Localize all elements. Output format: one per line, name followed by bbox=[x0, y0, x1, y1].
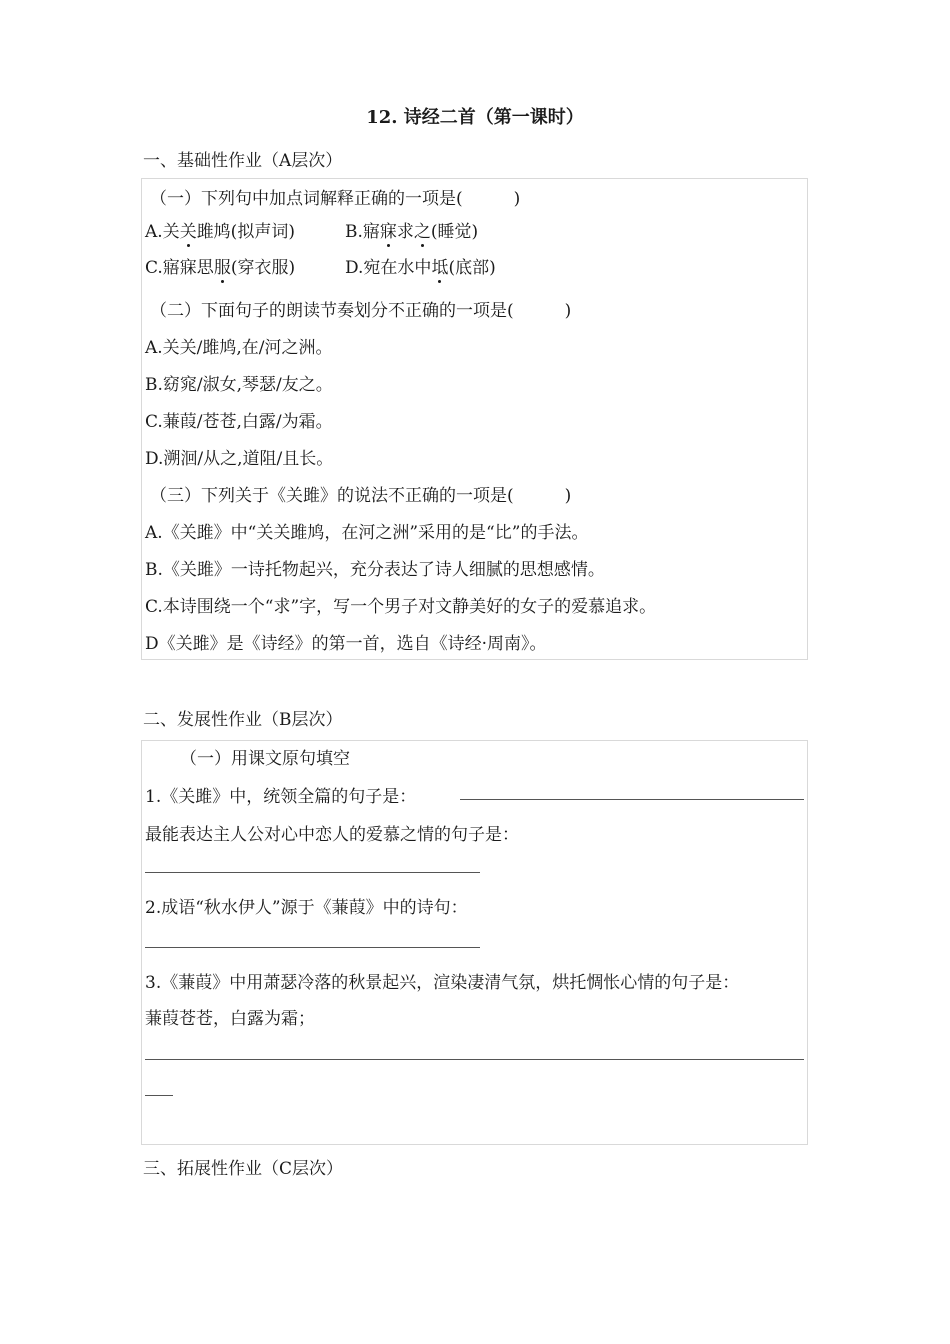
section-b-heading: 二、发展性作业（B层次） bbox=[143, 710, 343, 730]
question-2-option-c: C.蒹葭/苍苍,白露/为霜。 bbox=[145, 412, 333, 432]
section-c-heading: 三、拓展性作业（C层次） bbox=[143, 1159, 344, 1179]
option-b-prefix: B.寤 bbox=[345, 222, 380, 242]
dotted-char-guan: 关 bbox=[180, 217, 197, 242]
option-a-prefix: A.关 bbox=[145, 222, 180, 242]
answer-blank-2[interactable] bbox=[145, 947, 480, 948]
section-b-box bbox=[141, 740, 808, 1145]
dotted-char-chi: 坻 bbox=[431, 253, 448, 278]
question-3-option-b: B.《关雎》一诗托物起兴，充分表达了诗人细腻的思想感情。 bbox=[145, 560, 605, 580]
section-a-heading: 一、基础性作业（A层次） bbox=[143, 151, 343, 171]
question-3-prompt: （三）下列关于《关雎》的说法不正确的一项是( ) bbox=[150, 486, 572, 506]
fill-item-3-answer-start: 蒹葭苍苍，白露为霜； bbox=[145, 1009, 315, 1029]
answer-blank-1[interactable] bbox=[460, 799, 804, 800]
answer-blank-3-continued[interactable] bbox=[145, 1095, 173, 1096]
question-3-option-d: D《关雎》是《诗经》的第一首，选自《诗经·周南》。 bbox=[145, 634, 547, 654]
option-d-prefix: D.宛在水中 bbox=[345, 258, 432, 278]
question-2-prompt: （二）下面句子的朗读节奏划分不正确的一项是( ) bbox=[150, 301, 572, 321]
option-c-prefix: C.寤寐思 bbox=[145, 258, 214, 278]
option-b bbox=[345, 217, 478, 242]
dotted-char-mei: 寐 bbox=[380, 217, 397, 242]
dotted-char-fu: 服 bbox=[214, 253, 231, 278]
fill-in-subheading: （一）用课文原句填空 bbox=[180, 749, 350, 769]
option-d-suffix: (底部) bbox=[448, 258, 496, 278]
answer-blank-1b[interactable] bbox=[145, 872, 480, 873]
page-title: 12. 诗经二首（第一课时） bbox=[366, 107, 584, 128]
question-2-option-a: A.关关/雎鸠,在/河之洲。 bbox=[145, 338, 333, 358]
fill-item-1b: 最能表达主人公对心中恋人的爱慕之情的句子是： bbox=[145, 825, 519, 845]
question-2-option-d: D.溯洄/从之,道阻/且长。 bbox=[145, 449, 334, 469]
question-1-options-row-2 bbox=[145, 253, 496, 278]
question-2-option-b: B.窈窕/淑女,琴瑟/友之。 bbox=[145, 375, 333, 395]
answer-blank-3[interactable] bbox=[145, 1059, 804, 1060]
fill-item-1: 1.《关雎》中，统领全篇的句子是： bbox=[145, 787, 417, 807]
dotted-char-zhi: 之 bbox=[414, 217, 431, 242]
option-b-mid: 求 bbox=[396, 222, 414, 242]
question-1-prompt: （一）下列句中加点词解释正确的一项是( ) bbox=[150, 189, 521, 209]
fill-item-2: 2.成语“秋水伊人”源于《蒹葭》中的诗句： bbox=[145, 898, 468, 918]
question-3-option-a: A.《关雎》中“关关雎鸠，在河之洲”采用的是“比”的手法。 bbox=[145, 523, 589, 543]
option-a-suffix: 雎鸠(拟声词) bbox=[196, 222, 295, 242]
option-b-suffix: (睡觉) bbox=[430, 222, 479, 242]
fill-item-3: 3.《蒹葭》中用萧瑟冷落的秋景起兴，渲染凄清气氛，烘托惆怅心情的句子是： bbox=[145, 973, 740, 993]
question-3-option-c: C.本诗围绕一个“求”字，写一个男子对文静美好的女子的爱慕追求。 bbox=[145, 597, 657, 617]
option-c-suffix: (穿衣服) bbox=[230, 258, 296, 278]
option-d bbox=[345, 253, 496, 278]
section-a-box bbox=[141, 178, 808, 660]
question-1-options-row-1 bbox=[145, 217, 479, 242]
